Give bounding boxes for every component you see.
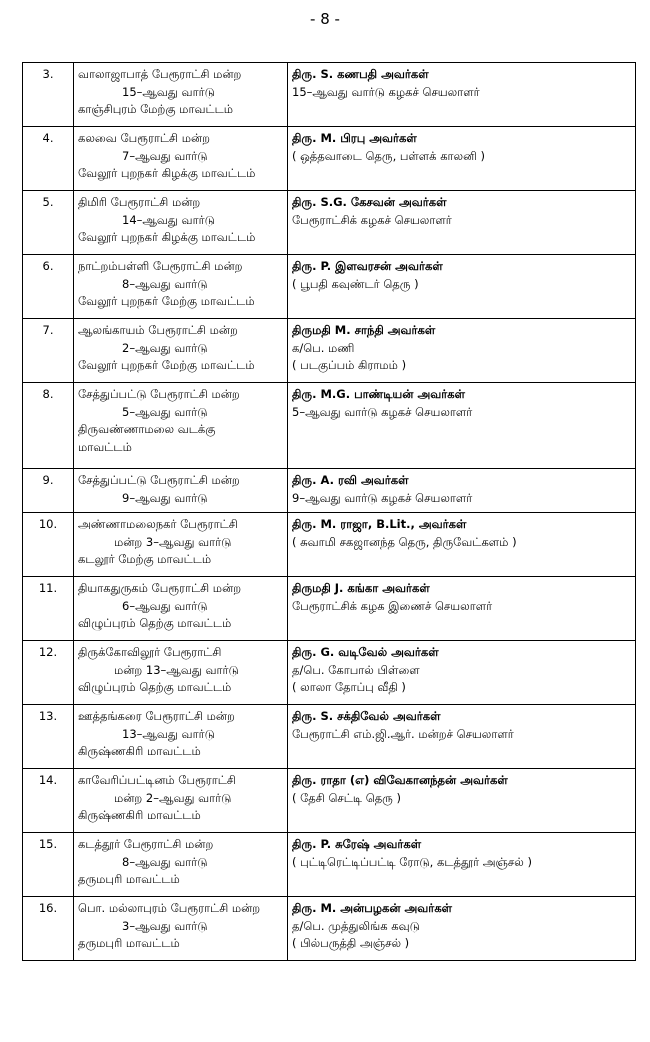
row-number: 14. <box>23 769 74 833</box>
ward-line: 6–ஆவது வார்டு <box>122 598 208 613</box>
ward-line: ஆலங்காயம் பேரூராட்சி மன்ற <box>78 323 238 337</box>
row-number: 13. <box>23 705 74 769</box>
candidate-cell <box>288 63 636 127</box>
ward-cell <box>74 469 288 513</box>
candidate-detail: 9–ஆவது வார்டு கழகச் செயலாளர் <box>292 490 473 505</box>
ward-cell <box>74 127 288 191</box>
table-row <box>23 833 636 897</box>
row-number: 10. <box>23 513 74 577</box>
ward-line: வேலூர் புறநகர் கிழக்கு மாவட்டம் <box>78 230 256 244</box>
table-row <box>23 513 636 577</box>
ward-cell <box>74 255 288 319</box>
ward-cell <box>74 705 288 769</box>
ward-line: திமிரி பேரூராட்சி மன்ற <box>78 195 201 209</box>
candidate-detail: பேரூராட்சிக் கழக இணைச் செயலாளர் <box>292 598 493 613</box>
candidate-detail: ( சுவாமி சகஜானந்த தெரு, திருவேட்களம் ) <box>292 534 517 549</box>
ward-line: திருக்கோவிலூர் பேரூராட்சி <box>78 645 222 659</box>
ward-line: தருமபுரி மாவட்டம் <box>78 936 180 950</box>
table-row <box>23 705 636 769</box>
candidate-detail: ( பில்பருத்தி அஞ்சல் ) <box>292 936 410 950</box>
candidate-name: திருமதி J. கங்கா அவர்கள் <box>292 581 430 595</box>
ward-line: மாவட்டம் <box>78 439 132 454</box>
row-number: 8. <box>23 383 74 469</box>
ward-cell <box>74 897 288 961</box>
candidate-name: திரு. S. சக்திவேல் அவர்கள் <box>292 709 441 723</box>
ward-line: 15–ஆவது வார்டு <box>122 84 215 99</box>
ward-line: கலவை பேரூராட்சி மன்ற <box>78 131 210 145</box>
candidate-cell <box>288 127 636 191</box>
ward-cell <box>74 577 288 641</box>
ward-line: 2–ஆவது வார்டு <box>122 340 208 355</box>
row-number: 6. <box>23 255 74 319</box>
table-row <box>23 191 636 255</box>
candidate-detail: 5–ஆவது வார்டு கழகச் செயலாளர் <box>292 404 473 419</box>
ward-line: 8–ஆவது வார்டு <box>122 276 208 291</box>
candidate-cell <box>288 833 636 897</box>
table-row <box>23 383 636 469</box>
row-number: 7. <box>23 319 74 383</box>
table-row <box>23 577 636 641</box>
ward-line: 7–ஆவது வார்டு <box>122 148 208 163</box>
ward-cell <box>74 641 288 705</box>
candidate-detail: பேரூராட்சி எம்.ஜி.ஆர். மன்றச் செயலாளர் <box>292 726 514 741</box>
ward-line: கடலூர் மேற்கு மாவட்டம் <box>78 552 212 566</box>
candidate-name: திரு. M.G. பாண்டியன் அவர்கள் <box>292 387 465 401</box>
ward-line: கிருஷ்ணகிரி மாவட்டம் <box>78 808 201 822</box>
ward-line: விழுப்புரம் தெற்கு மாவட்டம் <box>78 616 232 630</box>
candidate-detail: பேரூராட்சிக் கழகச் செயலாளர் <box>292 212 452 227</box>
ward-line: 3–ஆவது வார்டு <box>122 918 208 933</box>
row-number: 9. <box>23 469 74 513</box>
candidate-detail: த/பெ. முத்துலிங்க கவுடு <box>292 918 420 933</box>
candidate-name: திரு. S.G. கேசவன் அவர்கள் <box>292 195 447 209</box>
ward-cell <box>74 191 288 255</box>
ward-cell <box>74 63 288 127</box>
candidate-detail: ( லாலா தோப்பு வீதி ) <box>292 680 406 694</box>
candidate-cell <box>288 255 636 319</box>
candidate-detail: ( புட்டிரெட்டிப்பட்டி ரோடு, கடத்தூர் அஞ்சல் ) <box>292 854 532 869</box>
row-number: 11. <box>23 577 74 641</box>
row-number: 15. <box>23 833 74 897</box>
candidate-name: திரு. M. அன்பழகன் அவர்கள் <box>292 901 453 915</box>
ward-line: மன்ற 3–ஆவது வார்டு <box>114 534 232 549</box>
ward-line: மன்ற 13–ஆவது வார்டு <box>114 662 239 677</box>
ward-line: 14–ஆவது வார்டு <box>122 212 215 227</box>
ward-line: மன்ற 2–ஆவது வார்டு <box>114 790 232 805</box>
table-row <box>23 641 636 705</box>
ward-line: 9–ஆவது வார்டு <box>122 490 208 505</box>
candidate-cell <box>288 897 636 961</box>
row-number: 3. <box>23 63 74 127</box>
ward-line: 5–ஆவது வார்டு <box>122 404 208 419</box>
candidate-detail: த/பெ. கோபால் பிள்ளை <box>292 662 420 677</box>
table-row <box>23 897 636 961</box>
ward-cell <box>74 833 288 897</box>
candidate-cell <box>288 469 636 513</box>
ward-line: காஞ்சிபுரம் மேற்கு மாவட்டம் <box>78 102 234 116</box>
candidate-cell <box>288 641 636 705</box>
ward-cell <box>74 383 288 469</box>
ward-cell <box>74 769 288 833</box>
candidate-cell <box>288 383 636 469</box>
candidate-name: திரு. A. ரவி அவர்கள் <box>292 473 409 487</box>
ward-cell <box>74 319 288 383</box>
table-row <box>23 63 636 127</box>
ward-line: 8–ஆவது வார்டு <box>122 854 208 869</box>
ward-line: சேத்துப்பட்டு பேரூராட்சி மன்ற <box>78 473 240 487</box>
ward-line: காவேரிப்பட்டினம் பேரூராட்சி <box>78 773 236 787</box>
candidate-name: திருமதி M. சாந்தி அவர்கள் <box>292 323 436 337</box>
table-row <box>23 127 636 191</box>
candidate-name: திரு. P. இளவரசன் அவர்கள் <box>292 259 443 273</box>
row-number: 16. <box>23 897 74 961</box>
candidate-cell <box>288 705 636 769</box>
candidate-cell <box>288 769 636 833</box>
ward-line: வாலாஜாபாத் பேரூராட்சி மன்ற <box>78 67 242 81</box>
candidate-cell <box>288 319 636 383</box>
row-number: 5. <box>23 191 74 255</box>
ward-cell <box>74 513 288 577</box>
ward-line: கிருஷ்ணகிரி மாவட்டம் <box>78 744 201 758</box>
table-row <box>23 769 636 833</box>
ward-line: வேலூர் புறநகர் கிழக்கு மாவட்டம் <box>78 166 256 180</box>
ward-line: 13–ஆவது வார்டு <box>122 726 215 741</box>
candidate-name: திரு. S. கணபதி அவர்கள் <box>292 67 429 81</box>
ward-line: திருவண்ணாமலை வடக்கு <box>78 422 216 436</box>
table-row <box>23 255 636 319</box>
candidate-detail: ( தேசி செட்டி தெரு ) <box>292 790 401 805</box>
row-number: 4. <box>23 127 74 191</box>
candidate-name: திரு. M. ராஜா, B.Lit., அவர்கள் <box>292 517 467 531</box>
candidate-detail: ( பூபதி கவுண்டர் தெரு ) <box>292 276 419 291</box>
ward-line: தருமபுரி மாவட்டம் <box>78 872 180 886</box>
candidate-name: திரு. P. சுரேஷ் அவர்கள் <box>292 837 422 851</box>
candidate-detail: க/பெ. மணி <box>292 340 355 355</box>
ward-line: வேலூர் புறநகர் மேற்கு மாவட்டம் <box>78 294 255 308</box>
candidate-cell <box>288 191 636 255</box>
ward-line: விழுப்புரம் தெற்கு மாவட்டம் <box>78 680 232 694</box>
ward-line: நாட்றம்பள்ளி பேரூராட்சி மன்ற <box>78 259 243 273</box>
candidate-detail: 15–ஆவது வார்டு கழகச் செயலாளர் <box>292 84 480 99</box>
ward-line: தியாகதுருகம் பேரூராட்சி மன்ற <box>78 581 242 595</box>
candidate-detail: ( படகுப்பம் கிராமம் ) <box>292 358 407 372</box>
row-number: 12. <box>23 641 74 705</box>
candidate-name: திரு. G. வடிவேல் அவர்கள் <box>292 645 439 659</box>
ward-line: பொ. மல்லாபுரம் பேரூராட்சி மன்ற <box>78 901 261 915</box>
table-row <box>23 469 636 513</box>
table-row <box>23 319 636 383</box>
candidate-name: திரு. M. பிரபு அவர்கள் <box>292 131 417 145</box>
candidate-table <box>22 62 636 961</box>
candidate-name: திரு. ராதா (எ) விவேகானந்தன் அவர்கள் <box>292 773 508 787</box>
ward-line: வேலூர் புறநகர் மேற்கு மாவட்டம் <box>78 358 255 372</box>
candidate-cell <box>288 513 636 577</box>
candidate-detail: ( ஒத்தவாடை தெரு, பள்ளக் காலனி ) <box>292 148 486 163</box>
ward-line: ஊத்தங்கரை பேரூராட்சி மன்ற <box>78 709 235 723</box>
ward-line: அண்ணாமலைநகர் பேரூராட்சி <box>78 517 238 531</box>
candidate-cell <box>288 577 636 641</box>
page-number: - 8 - <box>310 10 340 28</box>
ward-line: சேத்துப்பட்டு பேரூராட்சி மன்ற <box>78 387 240 401</box>
ward-line: கடத்தூர் பேரூராட்சி மன்ற <box>78 837 214 851</box>
